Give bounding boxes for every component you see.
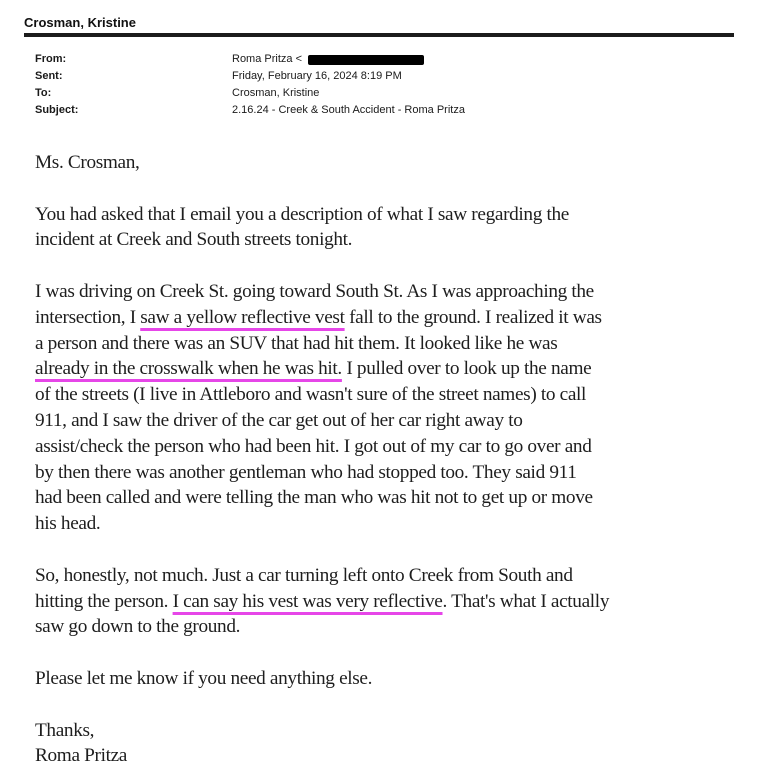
highlighted-phrase-vest: saw a yellow reflective vest: [140, 306, 345, 328]
body-line: I was driving on Creek St. going toward South St. As I was approaching the: [35, 280, 594, 302]
from-label: From:: [35, 53, 67, 65]
to-value: Crosman, Kristine: [232, 87, 320, 99]
greeting: [35, 150, 745, 176]
highlighted-phrase-crosswalk: already in the crosswalk when he was hit.: [35, 358, 342, 380]
body-line: [35, 589, 745, 615]
text-segment: . That's what I actually: [442, 590, 610, 612]
meta-subject-row: [35, 102, 465, 119]
body-line: [35, 356, 745, 382]
from-name: Roma Pritza <: [232, 53, 302, 65]
meta-to-row: [35, 85, 465, 102]
body-line: by then there was another gentleman who had stopped too. They said 911: [35, 461, 577, 483]
highlighted-phrase-reflective: I can say his vest was very reflective: [172, 590, 443, 612]
body-line: assist/check the person who had been hit. I got out of my car to go over and: [35, 435, 592, 457]
text-segment: hitting the person.: [35, 590, 173, 612]
paragraph-summary: [35, 563, 745, 640]
email-body: [35, 150, 745, 769]
meta-sent-row: [35, 68, 465, 85]
redacted-email-box: [308, 55, 424, 65]
body-line: incident at Creek and South streets tonight.: [35, 229, 353, 251]
subject-label: Subject:: [35, 104, 79, 116]
header-rule: [24, 33, 734, 37]
body-line: of the streets (I live in Attleboro and wasn't sure of the street names) to call: [35, 384, 587, 406]
body-line: Please let me know if you need anything else.: [35, 667, 373, 689]
text-segment: I pulled over to look up the name: [341, 358, 592, 380]
closing: Thanks,: [35, 719, 95, 741]
sent-value: Friday, February 16, 2024 8:19 PM: [232, 70, 402, 82]
text-segment: intersection, I: [35, 306, 141, 328]
body-line: So, honestly, not much. Just a car turning left onto Creek from South and: [35, 564, 573, 586]
paragraph-account: [35, 279, 745, 537]
email-meta: [35, 51, 465, 119]
body-line: 911, and I saw the driver of the car get out of her car right away to: [35, 409, 523, 431]
body-line: saw go down to the ground.: [35, 616, 241, 638]
signature: Roma Pritza: [35, 745, 128, 767]
body-line: his head.: [35, 513, 101, 535]
body-line: a person and there was an SUV that had hit them. It looked like he was: [35, 332, 558, 354]
paragraph-request: [35, 202, 745, 254]
from-value: [232, 51, 424, 68]
paragraph-offer: [35, 666, 745, 692]
mailbox-owner-name: Crosman, Kristine: [24, 15, 136, 30]
subject-value: 2.16.24 - Creek & South Accident - Roma Pritza: [232, 104, 465, 116]
greeting-text: Ms. Crosman,: [35, 152, 140, 173]
body-line: had been called and were telling the man who was hit not to get up or move: [35, 487, 593, 509]
sent-label: Sent:: [35, 70, 63, 82]
meta-from-row: [35, 51, 465, 68]
sign-off: [35, 718, 745, 770]
body-line: [35, 305, 745, 331]
body-line: You had asked that I email you a description of what I saw regarding the: [35, 203, 569, 225]
to-label: To:: [35, 87, 52, 99]
text-segment: fall to the ground. I realized it was: [344, 306, 602, 328]
